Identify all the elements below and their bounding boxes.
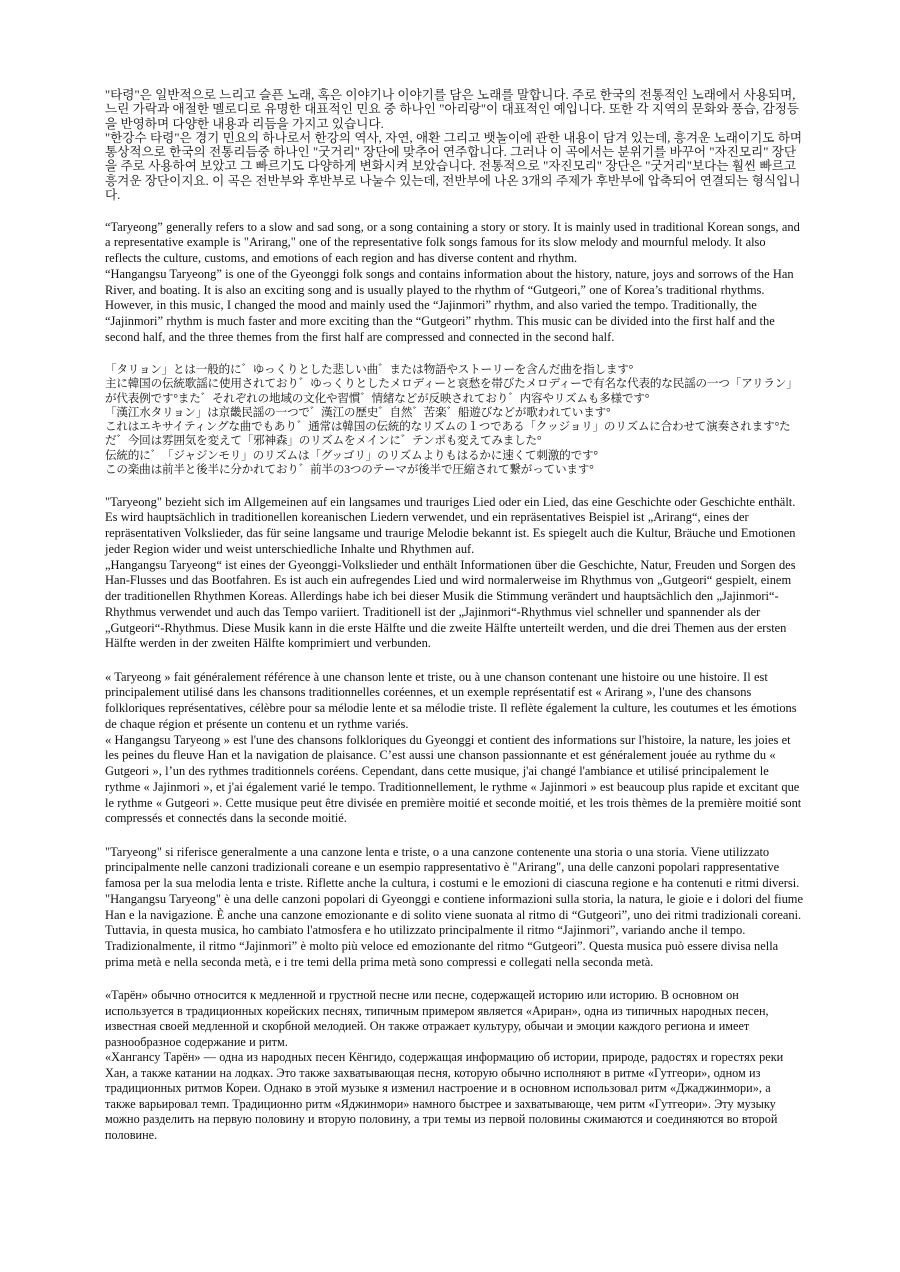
document-page: [105, 88, 803, 1161]
korean-paragraph-1: "타령"은 일반적으로 느리고 슬픈 노래, 혹은 이야기나 이야기를 담은 노래를 말합니다. 주로 한국의 전통적인 노래에서 사용되며, 느린 가락과 애절한 멜로디로 유명한 대표적인 민요 중 하나인 "아리랑"이 대표적인 예입니다. 또한 각 지역의 문화와 풍습, 감정등을 반영하며 다양한 내용과 리듬을 가지고 있습니다.: [105, 88, 799, 131]
english-paragraph-2: “Hangangsu Taryeong” is one of the Gyeonggi folk songs and contains information about the history, nature, joys and sorrows of the Han River, and boating. It is also an exciting song and is usually played to the rhythm of “Gutgeori,” one of Korea’s traditional rhythms. However, in this music, I changed the mood and mainly used the “Jajinmori” rhythm, and also varied the tempo. Traditionally, the “Jajinmori” rhythm is much faster and more exciting than the “Gutgeori” rhythm. This music can be divided into the first half and the second half, and the three themes from the first half are compressed and connected in the second half.: [105, 266, 794, 344]
italian-section: [105, 845, 803, 971]
german-paragraph-1: "Taryeong" bezieht sich im Allgemeinen auf ein langsames und trauriges Lied oder ein Lied, das eine Geschichte oder Geschichte enthält. Es wird hauptsächlich in traditionellen koreanischen Liedern verwendet, und ein repräsentatives Beispiel ist „Arirang“, eines der repräsentativen Volkslieder, das für seine langsame und traurige Melodie bekannt ist. Es spiegelt auch die Kultur, Bräuche und Emotionen jeder Region wider und weist unterschiedliche Inhalte und Rhythmen auf.: [105, 494, 796, 556]
japanese-paragraph-4: これはエキサイティングな曲でもあり゛通常は韓国の伝統的なリズムの１つである「クッジョリ」のリズムに合わせて演奏されます°ただ゛今回は雰囲気を変えて「邪神森」のリズムをメインに゛テンポも変えてみました°: [105, 420, 791, 448]
korean-section: [105, 88, 803, 202]
german-paragraph-2: „Hangangsu Taryeong“ ist eines der Gyeonggi-Volkslieder und enthält Informationen über die Geschichte, Natur, Freuden und Sorgen des Han-Flusses und das Bootfahren. Es ist auch ein aufregendes Lied und wird normalerweise im Rhythmus von „Gutgeori“ gespielt, einem der traditionellen Rhythmen Koreas. Allerdings habe ich bei dieser Musik die Stimmung verändert und hauptsächlich den „Jajinmori“-Rhythmus verwendet und auch das Tempo variiert. Traditionell ist der „Jajinmori“-Rhythmus viel schneller und spannender als der „Gutgeori“-Rhythmus. Diese Musik kann in die erste Hälfte und die zweite Hälfte unterteilt werden, und die drei Themen aus der ersten Hälfte werden in der zweiten Hälfte komprimiert und verbunden.: [105, 557, 796, 651]
japanese-paragraph-2: 主に韓国の伝統歌謡に使用されており゛ゆっくりとしたメロディーと哀愁を帯びたメロディーで有名な代表的な民謡の一つ「アリラン」が代表例です°また゛それぞれの地域の文化や習慣゛情緒などが反映されており゛内容やリズムも多様です°: [105, 377, 798, 405]
japanese-paragraph-3: 「漢江水タリョン」は京畿民謡の一つで゛漢江の歴史゛自然゛苦楽゛船遊びなどが歌われています°: [105, 405, 611, 419]
japanese-paragraph-6: この楽曲は前半と後半に分かれており゛前半の3つのテーマが後半で圧縮されて繋がっています°: [105, 462, 594, 476]
russian-paragraph-2: «Хангансу Тарён» — одна из народных песен Кёнгидо, содержащая информацию об истории, природе, радостях и горестях реки Хан, а также катании на лодках. Это также захватывающая песня, которую обычно исполняют в ритме «Гутгеори», одном из традиционных ритмов Кореи. Однако в этой музыке я изменил настроение и в основном использовал ритм «Джаджинмори», а также варьировал темп. Традиционно ритм «Яджинмори» намного быстрее и захватывающе, чем ритм «Гутгеори». Эту музыку можно разделить на первую половину и вторую половину, а три темы из первой половины сжимаются и соединяются во второй половине.: [105, 1050, 784, 1142]
french-section: [105, 670, 803, 828]
french-paragraph-2: « Hangangsu Taryeong » est l'une des chansons folkloriques du Gyeonggi et contient des informations sur l'histoire, la nature, les joies et les peines du fleuve Han et la navigation de plaisance. C’est aussi une chanson passionnante et est généralement jouée au rythme du « Gutgeori », l’un des rythmes traditionnels coréens. Cependant, dans cette musique, j'ai changé l'ambiance et utilisé principalement le rythme « Jajinmori », et j'ai également varié le tempo. Traditionnellement, le rythme « Jajinmori » est beaucoup plus rapide et excitant que le rythme « Gutgeori ». Cette musique peut être divisée en première moitié et seconde moitié, et les trois thèmes de la première moitié sont compressés et connectés dans la seconde moitié.: [105, 732, 802, 826]
korean-paragraph-2: "한강수 타령"은 경기 민요의 하나로서 한강의 역사, 자연, 애환 그리고 뱃놀이에 관한 내용이 담겨 있는데, 흥겨운 노래이기도 하며 통상적으로 한국의 전통리듬중 하나인 "굿거리" 장단에 맞추어 연주합니다. 그러나 이 곡에서는 분위기를 바꾸어 "자진모리" 장단을 주로 사용하여 보았고 그 빠르기도 다양하게 변화시켜 보았습니다. 전통적으로 "자진모리" 장단은 "굿거리"보다는 훨씬 빠르고 흥겨운 장단이지요. 이 곡은 전반부와 후반부로 나눌수 있는데, 전반부에 나온 3개의 주제가 후반부에 압축되어 연결되는 형식입니다.: [105, 130, 803, 202]
english-section: [105, 220, 803, 346]
italian-paragraph-2: "Hangangsu Taryeong" è una delle canzoni popolari di Gyeonggi e contiene informazioni sulla storia, la natura, le gioie e i dolori del fiume Han e la navigazione. È anche una canzone emozionante e di solito viene suonata al ritmo di “Gutgeori”, uno dei ritmi tradizionali coreani. Tuttavia, in questa musica, ho cambiato l'atmosfera e ho utilizzato principalmente il ritmo “Jajinmori”, variando anche il tempo. Tradizionalmente, il ritmo “Jajinmori” è molto più veloce ed emozionante del ritmo “Gutgeori”. Questa musica può essere divisa nella prima metà e nella seconda metà, e i tre temi della prima metà sono compressi e collegati nella seconda metà.: [105, 891, 803, 969]
english-paragraph-1: “Taryeong” generally refers to a slow and sad song, or a song containing a story or story. It is mainly used in traditional Korean songs, and a representative example is "Arirang," one of the representative folk songs famous for its slow melody and mournful melody. It also reflects the culture, customs, and emotions of each region and has diverse content and rhythm.: [105, 219, 800, 265]
italian-paragraph-1: "Taryeong" si riferisce generalmente a una canzone lenta e triste, o a una canzone contenente una storia o una storia. Viene utilizzato principalmente nelle canzoni tradizionali coreane e un esempio rappresentativo è "Arirang", una delle canzoni popolari rappresentative famosa per la sua melodia lenta e triste. Riflette anche la cultura, i costumi e le emozioni di ciascuna regione e ha contenuti e ritmi diversi.: [105, 844, 800, 890]
russian-paragraph-1: «Тарён» обычно относится к медленной и грустной песне или песне, содержащей историю или историю. В основном он используется в традиционных корейских песнях, типичным примером является «Ариран», одна из типичных народных песен, известная своей медленной и скорбной мелодией. Он также отражает культуру, обычаи и эмоции каждого региона и имеет разнообразное содержание и ритм.: [105, 988, 769, 1049]
japanese-paragraph-5: 伝統的に゛「ジャジンモリ」のリズムは「グッゴリ」のリズムよりもはるかに速くて刺激的です°: [105, 448, 598, 462]
french-paragraph-1: « Taryeong » fait généralement référence à une chanson lente et triste, ou à une chanson contenant une histoire ou une histoire. Il est principalement utilisé dans les chansons traditionnelles coréennes, et un exemple représentatif est « Arirang », l'une des chansons folkloriques représentatives, célèbre pour sa mélodie lente et sa mélodie triste. Il reflète également la culture, les coutumes et les émotions de chaque région et présente un contenu et un rythme variés.: [105, 669, 797, 731]
japanese-section: [105, 363, 803, 477]
japanese-paragraph-1: 「タリョン」とは一般的に゛ゆっくりとした悲しい曲゛または物語やストーリーを含んだ曲を指します°: [105, 363, 634, 376]
german-section: [105, 495, 803, 653]
russian-section: [105, 988, 803, 1143]
